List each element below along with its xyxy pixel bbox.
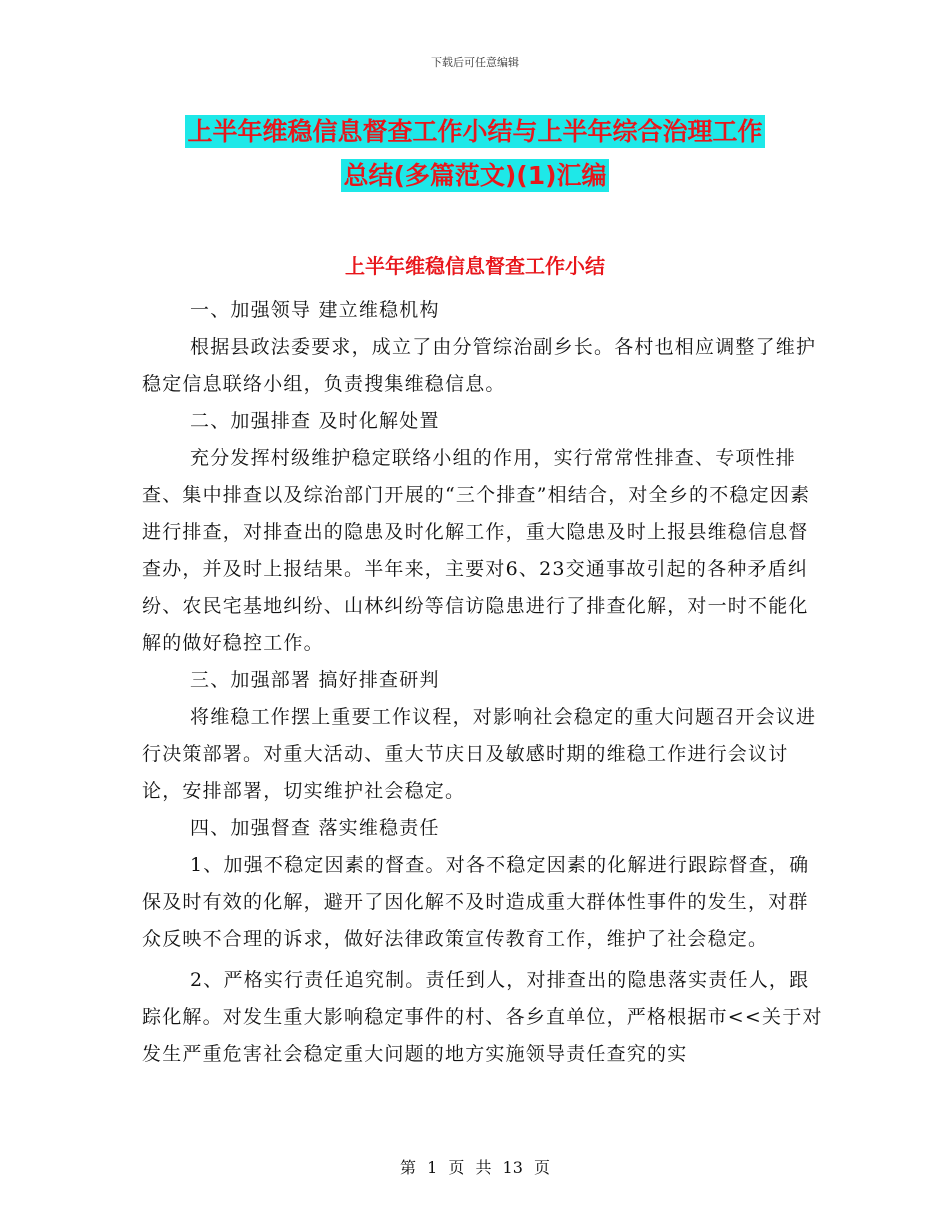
paragraph: 2、严格实行责任追究制。责任到人，对排查出的隐患落实责任人，跟踪化解。对发生重大影响稳定事件的村、各乡直单位，严格根据市<<关于对发生严重危害社会稳定重大问题的地方实施领导责任查究的实 <box>142 969 823 1065</box>
heading-4: 四、加强督查 落实维稳责任 <box>190 817 440 839</box>
paragraph: 充分发挥村级维护稳定联络小组的作用，实行常常性排查、专项性排查、集中排查以及综治部门开展的“三个排查”相结合，对全乡的不稳定因素进行排查，对排查出的隐患及时化解工作，重大隐患及时上报县维稳信息督查办，并及时上报结果。半年来，主要对6、23交通事故引起的各种矛盾纠纷、农民宅基地纠纷、山林纠纷等信访隐患进行了排查化解，对一时不能化解的做好稳控工作。 <box>142 447 811 654</box>
document-title-line-1: 上半年维稳信息督查工作小结与上半年综合治理工作 <box>187 117 763 146</box>
paragraph: 将维稳工作摆上重要工作议程，对影响社会稳定的重大问题召开会议进行决策部署。对重大活动、重大节庆日及敏感时期的维稳工作进行会议讨论，安排部署，切实维护社会稳定。 <box>142 706 817 802</box>
document-title-line-2: 总结(多篇范文)(1)汇编 <box>343 161 607 190</box>
heading-1: 一、加强领导 建立维稳机构 <box>190 299 440 321</box>
heading-3: 三、加强部署 搞好排查研判 <box>190 669 440 691</box>
page-footer: 第 1 页 共 13 页 <box>400 1158 550 1177</box>
heading-2: 二、加强排查 及时化解处置 <box>190 410 440 432</box>
section-title: 上半年维稳信息督查工作小结 <box>345 254 605 278</box>
header-note: 下载后可任意编辑 <box>431 56 519 69</box>
paragraph: 1、加强不稳定因素的督查。对各不稳定因素的化解进行跟踪督查，确保及时有效的化解，避开了因化解不及时造成重大群体性事件的发生，对群众反映不合理的诉求，做好法律政策宣传教育工作，维护了社会稳定。 <box>142 854 810 950</box>
paragraph: 根据县政法委要求，成立了由分管综治副乡长。各村也相应调整了维护稳定信息联络小组，负责搜集维稳信息。 <box>142 336 817 395</box>
document-body <box>142 292 828 1073</box>
